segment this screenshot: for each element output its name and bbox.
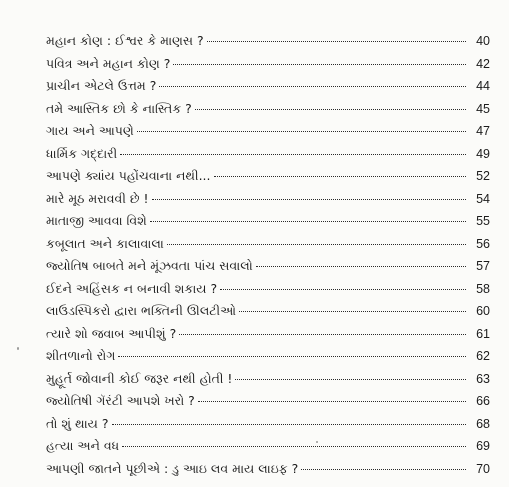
dot-leader — [301, 469, 466, 470]
dot-leader — [159, 86, 466, 87]
dot-leader — [112, 424, 467, 425]
dot-leader — [152, 199, 466, 200]
dot-leader — [173, 64, 466, 65]
toc-entry — [46, 233, 490, 256]
dot-leader — [167, 244, 466, 245]
toc-entry-page-number: 45 — [476, 101, 490, 116]
toc-entry-title: તમે આસ્તિક છો કે નાસ્તિક ? — [46, 100, 192, 116]
toc-entry-page-number: 63 — [476, 371, 490, 386]
toc-entry-page-number: 57 — [476, 259, 490, 273]
toc-entry-page-number: 68 — [476, 416, 490, 431]
toc-entry — [46, 413, 490, 436]
toc-entry — [46, 165, 490, 188]
toc-entry-title: કબૂલાત અને કાલાવાલા — [46, 235, 164, 251]
toc-entry-title: મારે મૂઠ મરાવવી છે ! — [46, 190, 149, 206]
toc-entry — [46, 255, 490, 278]
paper-speck — [316, 441, 318, 443]
toc-entry-page-number: 52 — [476, 169, 490, 183]
toc-entry — [46, 188, 490, 211]
dot-leader — [150, 221, 466, 222]
toc-entry-title: ત્યારે શો જવાબ આપીશું ? — [46, 325, 177, 341]
toc-entry-page-number: 62 — [476, 349, 490, 363]
dot-leader — [207, 41, 466, 42]
toc-entry-title: આપણે ક્યાંય પહોંચવાના નથી... — [46, 168, 211, 183]
toc-entry — [46, 435, 490, 458]
toc-entry-title: આપણી જાતને પૂછીએ : ડુ આઇ લવ માય લાઇફ ? — [46, 460, 299, 476]
toc-entry — [46, 120, 490, 143]
toc-entry — [46, 143, 490, 166]
dot-leader — [235, 379, 466, 380]
toc-entry-title: પવિત્ર અને મહાન કોણ ? — [46, 55, 171, 71]
toc-entry — [46, 278, 490, 301]
toc-entry — [46, 345, 490, 368]
toc-entry — [46, 53, 490, 76]
dot-leader — [195, 109, 466, 110]
toc-entry-title: હત્યા અને વધ — [46, 438, 120, 453]
dot-leader — [118, 356, 466, 357]
toc-entry-page-number: 61 — [476, 326, 490, 341]
toc-entry-page-number: 60 — [476, 304, 490, 318]
toc-entry — [46, 458, 490, 481]
table-of-contents — [46, 30, 490, 480]
toc-entry-title: ઈદને અહિંસક ન બનાવી શકાય ? — [46, 280, 218, 296]
toc-entry-title: જ્યોતિષ બાબતે મને મૂંઝવતા પાંચ સવાલો — [46, 258, 253, 273]
toc-entry-page-number: 54 — [476, 191, 490, 206]
dot-leader — [122, 446, 466, 447]
toc-entry-title: મહાન કોણ : ઈશ્વર કે માણસ ? — [46, 33, 204, 48]
dot-leader — [120, 154, 466, 155]
toc-entry-page-number: 40 — [476, 34, 490, 48]
toc-entry-title: પ્રાચીન એટલે ઉત્તમ ? — [46, 78, 157, 93]
dot-leader — [198, 401, 466, 402]
dot-leader — [256, 266, 466, 267]
toc-entry-page-number: 66 — [476, 394, 490, 408]
toc-entry-title: શીતળાનો રોગ — [46, 348, 116, 363]
toc-entry-title: તો શું થાય ? — [46, 415, 109, 431]
toc-entry-page-number: 70 — [476, 461, 490, 476]
toc-entry-title: જ્યોતિષી ગૅરંટી આપશે ખરો ? — [46, 393, 195, 408]
toc-entry-title: ગાય અને આપણે — [46, 123, 134, 138]
dot-leader — [220, 289, 466, 290]
dot-leader — [214, 176, 467, 177]
toc-entry — [46, 98, 490, 121]
toc-entry-page-number: 58 — [476, 281, 490, 296]
toc-entry-page-number: 69 — [476, 439, 490, 453]
toc-entry-title: માતાજી આવવા વિશે — [46, 213, 147, 228]
toc-entry-page-number: 56 — [476, 236, 490, 251]
dot-leader — [239, 311, 466, 312]
toc-entry-title: મુહૂર્ત જોવાની કોઈ જરૂર નથી હોતી ! — [46, 370, 233, 386]
toc-entry-page-number: 42 — [476, 56, 490, 71]
dot-leader — [179, 334, 466, 335]
toc-entry-page-number: 44 — [476, 79, 490, 93]
toc-entry — [46, 323, 490, 346]
toc-entry-page-number: 55 — [476, 214, 490, 228]
toc-entry — [46, 390, 490, 413]
toc-entry — [46, 210, 490, 233]
toc-entry-title: ધાર્મિક ગદ્દારી — [46, 145, 118, 161]
toc-entry — [46, 368, 490, 391]
dot-leader — [137, 131, 466, 132]
toc-entry — [46, 75, 490, 98]
toc-entry-page-number: 47 — [476, 124, 490, 138]
toc-entry — [46, 300, 490, 323]
toc-entry-page-number: 49 — [476, 146, 490, 161]
paper-speck — [17, 347, 19, 350]
toc-entry-title: લાઉડસ્પિકરો દ્વારા ભક્તિની ઊલટીઓ — [46, 303, 237, 318]
toc-entry — [46, 30, 490, 53]
